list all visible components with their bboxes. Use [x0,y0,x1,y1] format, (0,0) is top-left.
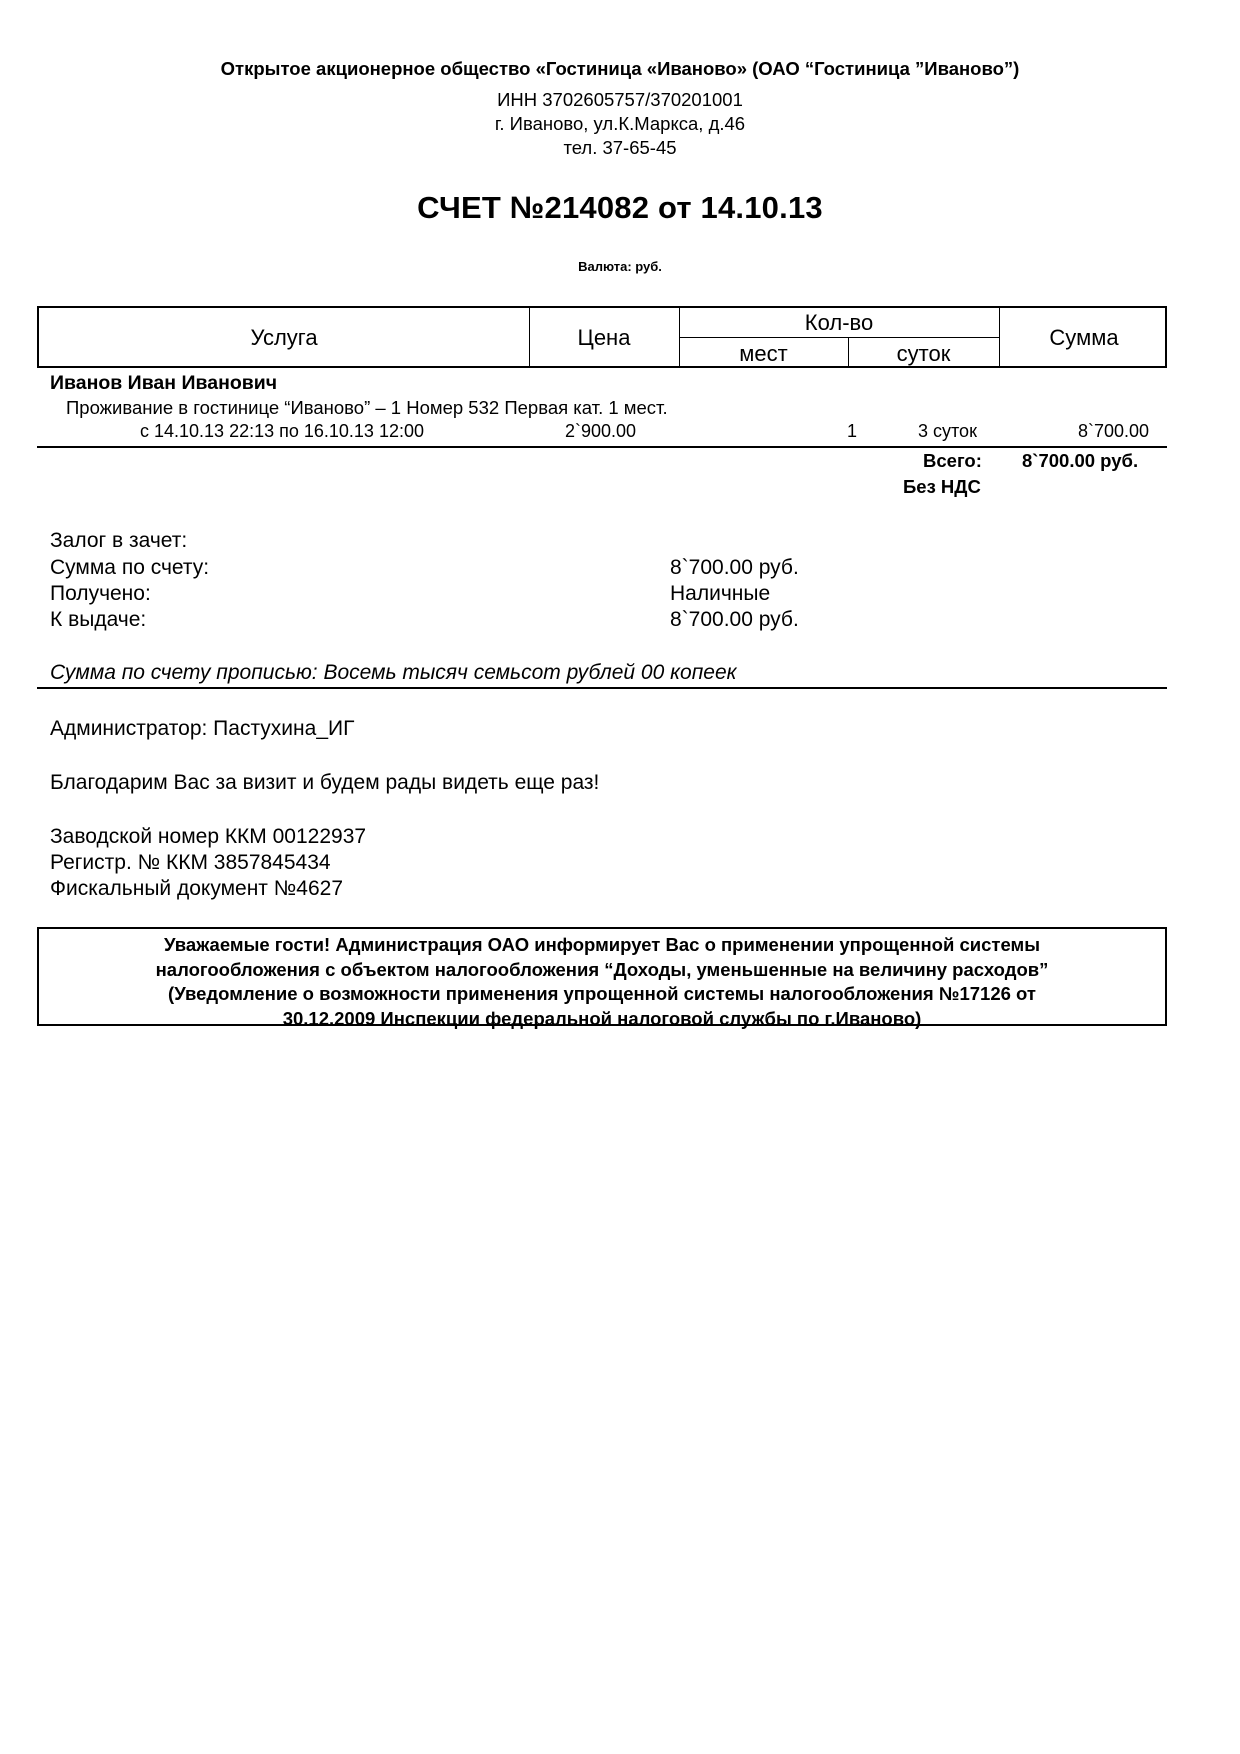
tax-notice-line: налогообложения с объектом налогообложения “Доходы, уменьшенные на величину расходов” [155,958,1049,980]
header-quantity: Кол-во [804,310,874,335]
organization-inn: ИНН 3702605757/370201001 [497,89,743,110]
stay-period: с 14.10.13 22:13 по 16.10.13 12:00 [140,421,424,441]
item-places: 1 [847,421,858,441]
received-label: Получено: [50,582,151,605]
organization-address: г. Иваново, ул.К.Маркса, д.46 [494,113,746,134]
guest-name: Иванов Иван Иванович [50,372,278,394]
item-days: 3 суток [918,421,977,441]
invoice-sum-value: 8`700.00 руб. [670,556,799,579]
tax-notice-box [37,927,1167,1029]
header-sum: Сумма [1049,325,1119,350]
row-divider [679,337,999,338]
deposit-label: Залог в зачет: [50,529,188,552]
total-value: 8`700.00 руб. [1022,450,1139,471]
service-description: Проживание в гостинице “Иваново” – 1 Номер 532 Первая кат. 1 мест. [66,397,668,418]
header-service: Услуга [250,325,318,350]
item-price: 2`900.00 [565,421,637,441]
header-price: Цена [577,325,631,350]
thanks-message: Благодарим Вас за визит и будем рады видеть еще раз! [50,771,600,794]
amount-in-words: Сумма по счету прописью: Восемь тысяч семьсот рублей 00 копеек [50,661,737,684]
payout-value: 8`700.00 руб. [670,608,799,631]
invoice-title: СЧЕТ №214082 от 14.10.13 [417,190,823,225]
table-bottom-rule [37,446,1167,448]
tax-notice-line: (Уведомление о возможности применения упрощенной системы налогообложения №17126 от [168,983,1036,1004]
kkm-registration: Регистр. № ККМ 3857845434 [50,851,331,874]
tax-notice-line: Уважаемые гости! Администрация ОАО информирует Вас о применении упрощенной системы [163,934,1041,955]
header-days: суток [896,341,951,366]
amount-in-words-rule [37,687,1167,689]
administrator: Администратор: Пастухина_ИГ [50,717,355,740]
payout-label: К выдаче: [50,608,147,631]
kkm-serial: Заводской номер ККМ 00122937 [50,825,367,848]
received-value: Наличные [670,582,771,605]
invoice-sum-label: Сумма по счету: [50,556,210,579]
fiscal-document: Фискальный документ №4627 [50,877,344,900]
table-header [37,306,1167,368]
tax-notice-line: 30.12.2009 Инспекции федеральной налоговой службы по г.Иваново) [282,1007,922,1029]
header-places: мест [739,341,788,366]
organization-name: Открытое акционерное общество «Гостиница «Иваново» (ОАО “Гостиница ”Иваново”) [220,58,1020,79]
total-label: Всего: [923,450,982,471]
item-sum: 8`700.00 [1078,421,1150,441]
organization-phone: тел. 37-65-45 [563,137,677,158]
vat-note: Без НДС [903,476,981,497]
invoice-currency: Валюта: руб. [578,259,662,274]
